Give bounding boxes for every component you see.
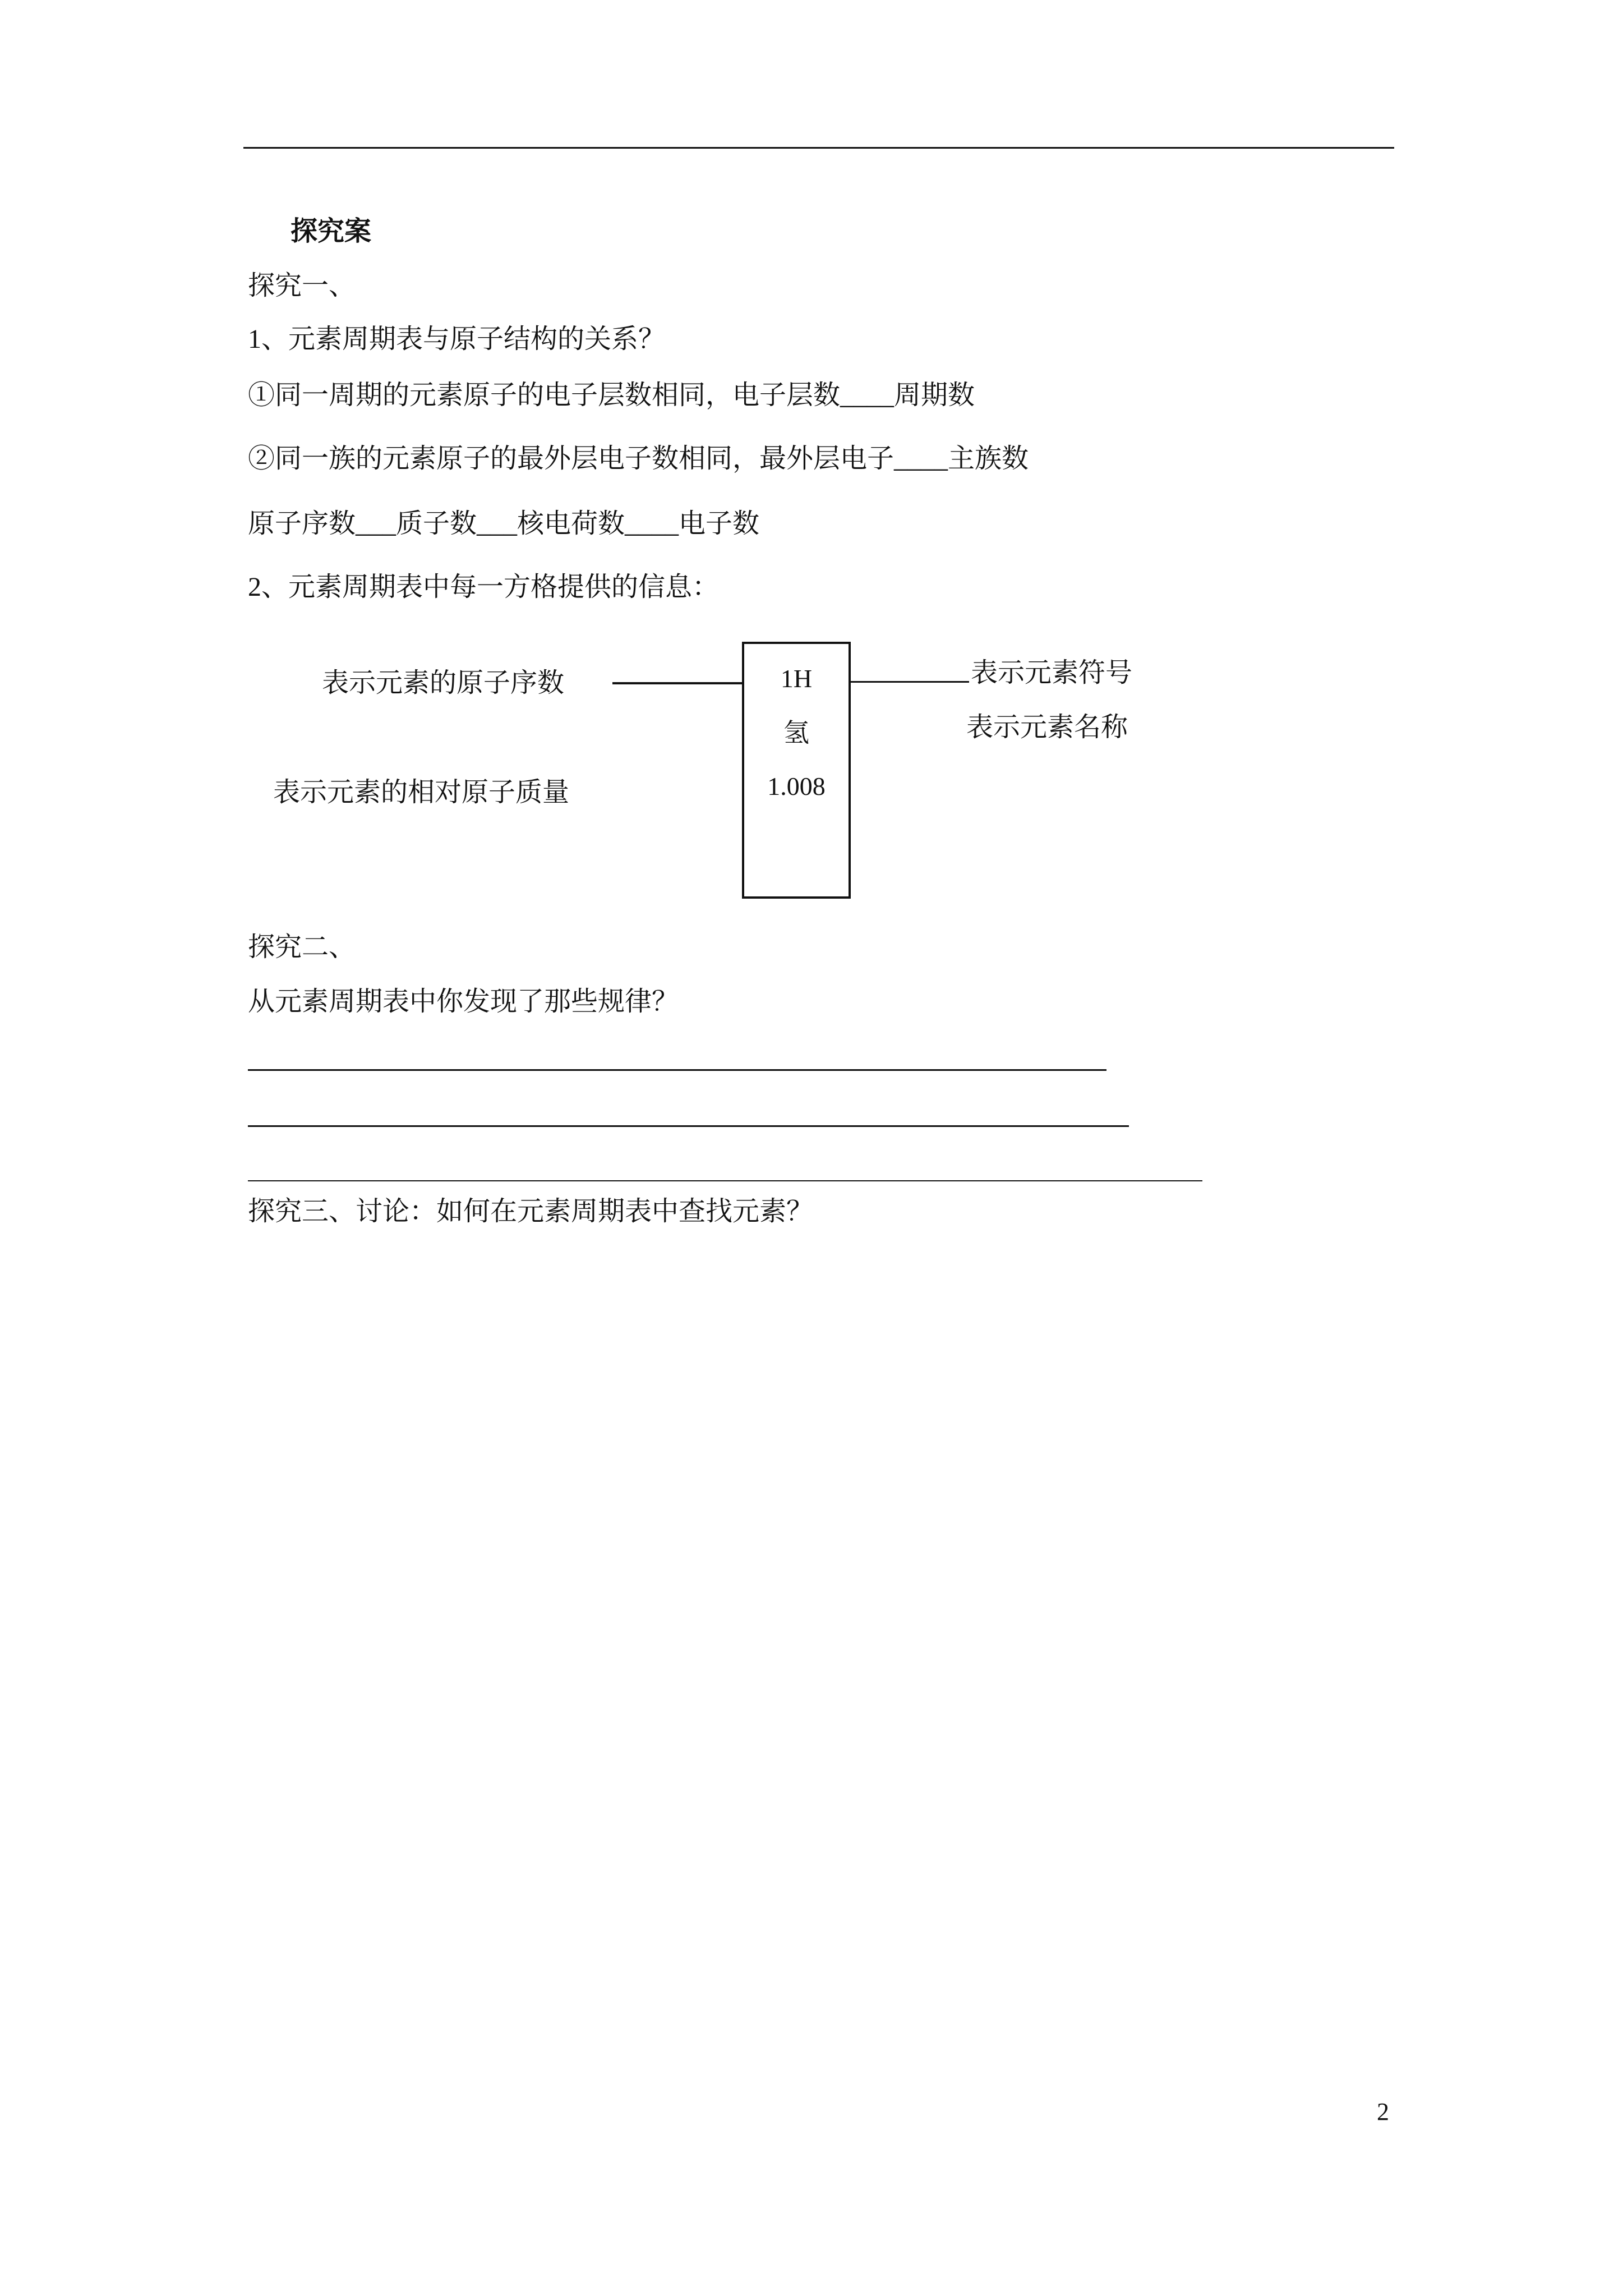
section2-question: 从元素周期表中你发现了那些规律？ bbox=[248, 987, 679, 1016]
answer-line bbox=[248, 1125, 1129, 1127]
section3-heading: 探究三、讨论：如何在元素周期表中查找元素？ bbox=[248, 1197, 814, 1226]
element-name: 氢 bbox=[783, 719, 809, 747]
section1-number-relation: 原子序数___质子数___核电荷数____电子数 bbox=[248, 509, 760, 539]
section1-group-statement: ②同一族的元素原子的最外层电子数相同，最外层电子____主族数 bbox=[248, 444, 1029, 473]
atomic-number-label: 表示元素的原子序数 bbox=[322, 668, 565, 698]
section1-question1: 1、元素周期表与原子结构的关系？ bbox=[248, 324, 666, 354]
element-cell bbox=[742, 642, 851, 899]
name-label: 表示元素名称 bbox=[966, 712, 1128, 742]
element-mass: 1.008 bbox=[767, 772, 826, 800]
page-number: 2 bbox=[1377, 2098, 1389, 2125]
section1-heading: 探究一、 bbox=[248, 271, 356, 301]
section2-heading: 探究二、 bbox=[248, 932, 356, 962]
element-number-symbol: 1H bbox=[780, 664, 813, 693]
answer-line bbox=[248, 1069, 1106, 1071]
relative-mass-label: 表示元素的相对原子质量 bbox=[273, 777, 570, 807]
page-title: 探究案 bbox=[291, 217, 372, 246]
section1-question2: 2、元素周期表中每一方格提供的信息： bbox=[248, 572, 720, 602]
atomic-number-connector bbox=[612, 682, 742, 684]
section1-period-statement: ①同一周期的元素原子的电子层数相同，电子层数____周期数 bbox=[248, 380, 975, 410]
answer-line bbox=[248, 1180, 1202, 1181]
symbol-label: 表示元素符号 bbox=[971, 658, 1133, 688]
header-rule bbox=[243, 147, 1394, 149]
symbol-connector bbox=[850, 681, 969, 683]
